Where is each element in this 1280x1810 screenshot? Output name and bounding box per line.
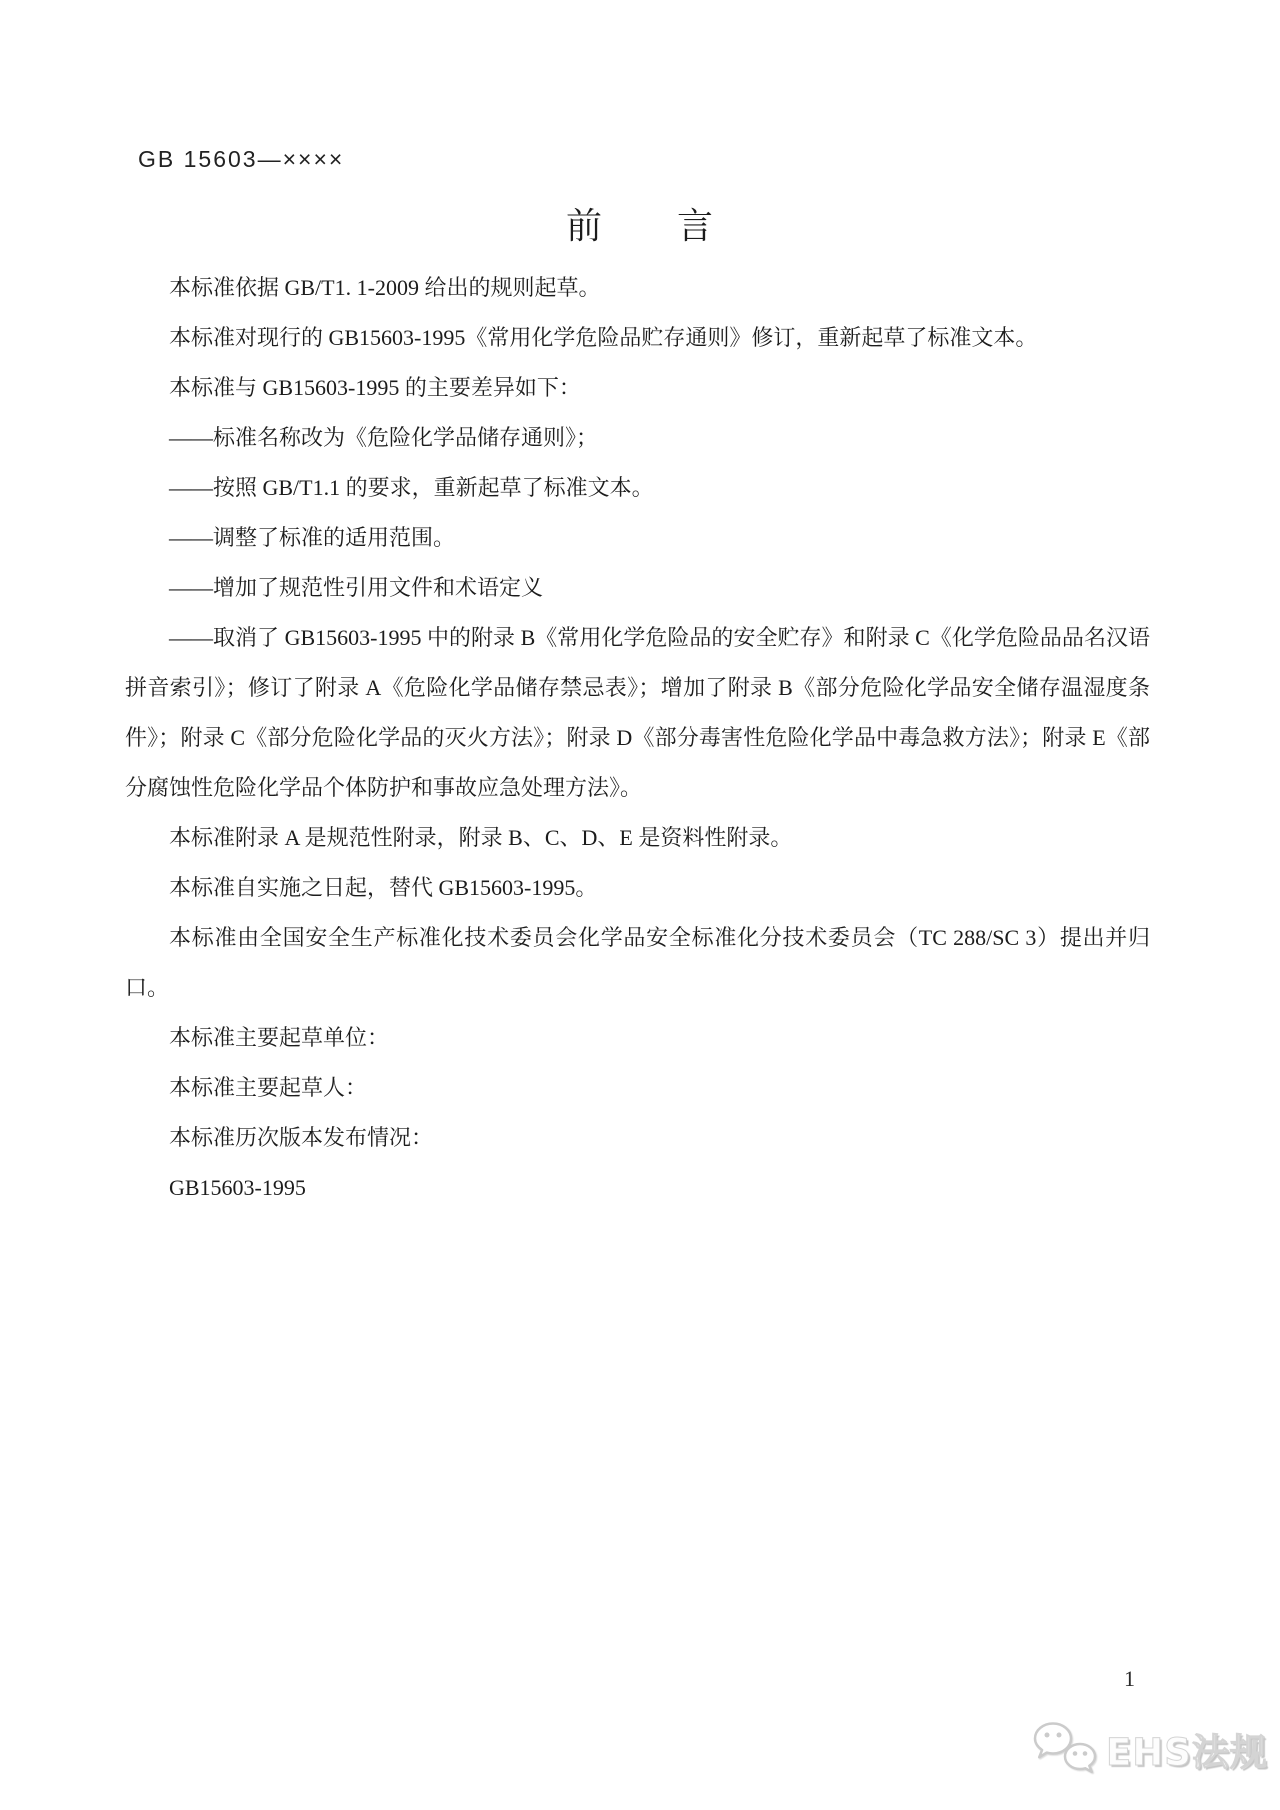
watermark-label: EHS法规 bbox=[1106, 1731, 1268, 1774]
page-title: 前 言 bbox=[565, 206, 714, 246]
doc-paragraph: 本标准由全国安全生产标准化技术委员会化学品安全标准化分技术委员会（TC 288/SC 3）提出并归口。 bbox=[125, 925, 1150, 1000]
doc-paragraph: GB15603-1995 bbox=[169, 1175, 306, 1200]
doc-list-item: ——按照 GB/T1.1 的要求，重新起草了标准文本。 bbox=[169, 475, 654, 500]
doc-list-item: ——增加了规范性引用文件和术语定义 bbox=[169, 575, 544, 600]
doc-list-item: ——标准名称改为《危险化学品储存通则》； bbox=[169, 425, 599, 450]
wechat-icon bbox=[1032, 1720, 1098, 1778]
doc-list-item: ——取消了 GB15603-1995 中的附录 B《常用化学危险品的安全贮存》和附录 C《化学危险品品名汉语拼音索引》；修订了附录 A《危险化学品储存禁忌表》；增加了附录 B《部分危险化学品安全储存温湿度条件》；附录 C《部分危险化学品的灭火方法》；附录 D《部分毒害性危险化学品中毒急救方法》；附录 E《部分腐蚀性危险化学品个体防护和事故应急处理方法》。 bbox=[125, 625, 1150, 800]
page-number: 1 bbox=[1124, 1666, 1135, 1691]
doc-paragraph: 本标准自实施之日起，替代 GB15603-1995。 bbox=[169, 875, 598, 900]
watermark bbox=[1032, 1720, 1268, 1778]
doc-paragraph: 本标准历次版本发布情况： bbox=[169, 1125, 434, 1150]
standard-number: GB 15603—×××× bbox=[138, 146, 345, 172]
doc-paragraph: 本标准附录 A 是规范性附录，附录 B、C、D、E 是资料性附录。 bbox=[169, 825, 793, 850]
doc-paragraph: 本标准对现行的 GB15603-1995《常用化学危险品贮存通则》修订，重新起草了标准文本。 bbox=[169, 325, 1038, 350]
doc-paragraph: 本标准依据 GB/T1. 1-2009 给出的规则起草。 bbox=[169, 275, 601, 300]
doc-paragraph: 本标准主要起草单位： bbox=[169, 1025, 390, 1050]
doc-paragraph: 本标准主要起草人： bbox=[169, 1075, 368, 1100]
document-body bbox=[125, 263, 1150, 1213]
doc-paragraph: 本标准与 GB15603-1995 的主要差异如下： bbox=[169, 375, 581, 400]
doc-list-item: ——调整了标准的适用范围。 bbox=[169, 525, 456, 550]
